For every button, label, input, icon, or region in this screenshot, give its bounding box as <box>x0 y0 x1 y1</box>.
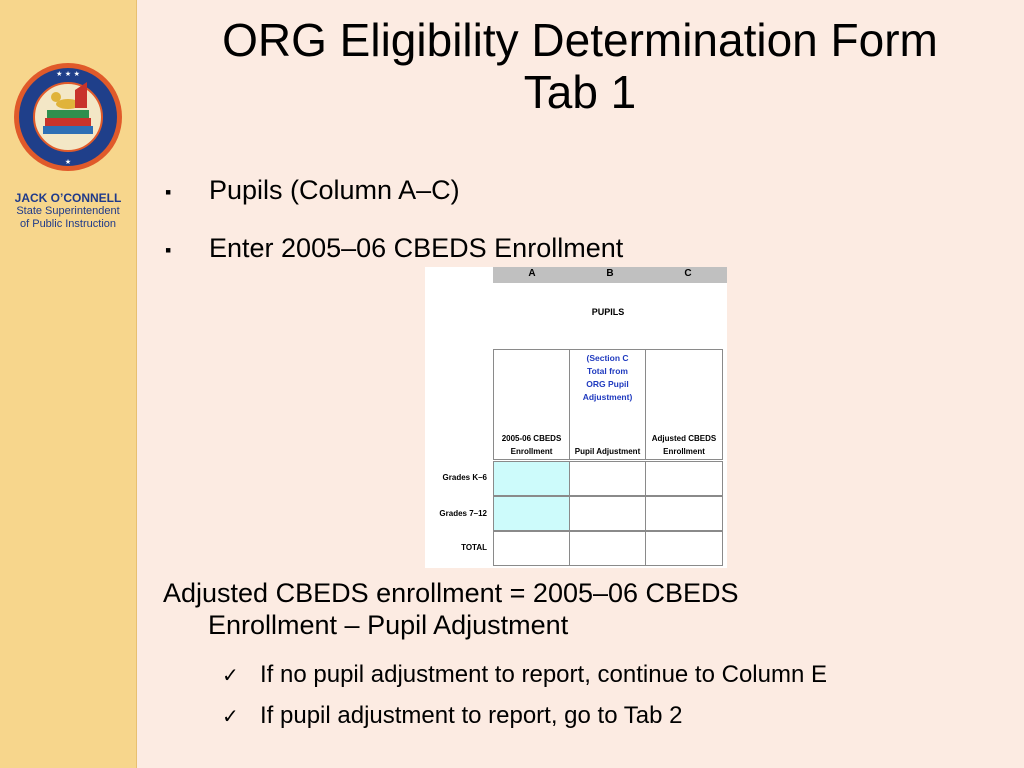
bullet-text: Pupils (Column A–C) <box>209 175 460 205</box>
california-education-seal-icon <box>13 62 123 172</box>
check-item <box>222 702 682 731</box>
formula-line1: Adjusted CBEDS enrollment = 2005–06 CBEDS <box>163 578 739 608</box>
input-cell <box>569 531 646 566</box>
label-line: Adjusted CBEDS <box>651 434 717 443</box>
square-bullet-icon: ▪ <box>165 181 172 202</box>
input-cell <box>493 531 570 566</box>
bullet-item <box>165 232 623 266</box>
input-cell <box>569 461 646 496</box>
checkmark-icon: ✓ <box>222 706 239 728</box>
column-a-label <box>493 432 570 458</box>
column-b-note <box>569 352 646 404</box>
row-label-k6: Grades K–6 <box>442 473 487 482</box>
slide-title <box>150 14 1010 118</box>
slide-title-line2: Tab 1 <box>523 66 637 118</box>
check-text: If no pupil adjustment to report, continue to Column E <box>260 661 827 688</box>
column-header-bar <box>493 267 727 283</box>
column-c-label <box>645 432 723 458</box>
column-letter-c: C <box>684 268 692 279</box>
check-item <box>222 661 827 690</box>
label-line: Enrollment <box>663 447 705 456</box>
input-cell <box>569 496 646 531</box>
input-cell <box>493 496 570 531</box>
author-name: JACK O’CONNELL <box>14 191 122 205</box>
input-cell <box>645 531 723 566</box>
formula-text <box>163 577 739 641</box>
input-cell <box>645 496 723 531</box>
input-cell <box>645 461 723 496</box>
bullet-item <box>165 174 460 208</box>
note-line: Adjustment) <box>582 392 633 402</box>
author-block <box>0 192 136 231</box>
checkmark-icon: ✓ <box>222 665 239 687</box>
form-excerpt <box>425 267 727 568</box>
svg-text:★ ★ ★: ★ ★ ★ <box>56 70 80 78</box>
label-line: 2005-06 CBEDS <box>501 434 562 443</box>
slide-title-line1: ORG Eligibility Determination Form <box>222 14 938 66</box>
note-line: Total from <box>587 366 628 376</box>
pupils-group-header: PUPILS <box>591 307 625 317</box>
bullet-text: Enter 2005–06 CBEDS Enrollment <box>209 233 624 263</box>
square-bullet-icon: ▪ <box>165 239 172 260</box>
input-cell <box>493 461 570 496</box>
label-line: Enrollment <box>510 447 553 456</box>
author-title-line1: State Superintendent <box>16 205 120 217</box>
check-text: If pupil adjustment to report, go to Tab 2 <box>260 702 683 729</box>
column-letter-b: B <box>606 268 614 279</box>
svg-text:★: ★ <box>64 158 72 166</box>
note-line: ORG Pupil <box>586 379 629 389</box>
column-b-label: Pupil Adjustment <box>574 447 641 456</box>
author-title-line2: of Public Instruction <box>20 218 116 230</box>
column-letter-a: A <box>528 268 536 279</box>
sidebar <box>0 0 137 768</box>
row-label-712: Grades 7–12 <box>439 509 487 518</box>
note-line: (Section C <box>586 353 629 363</box>
row-label-total: TOTAL <box>461 543 487 552</box>
formula-line2: Enrollment – Pupil Adjustment <box>208 610 569 640</box>
